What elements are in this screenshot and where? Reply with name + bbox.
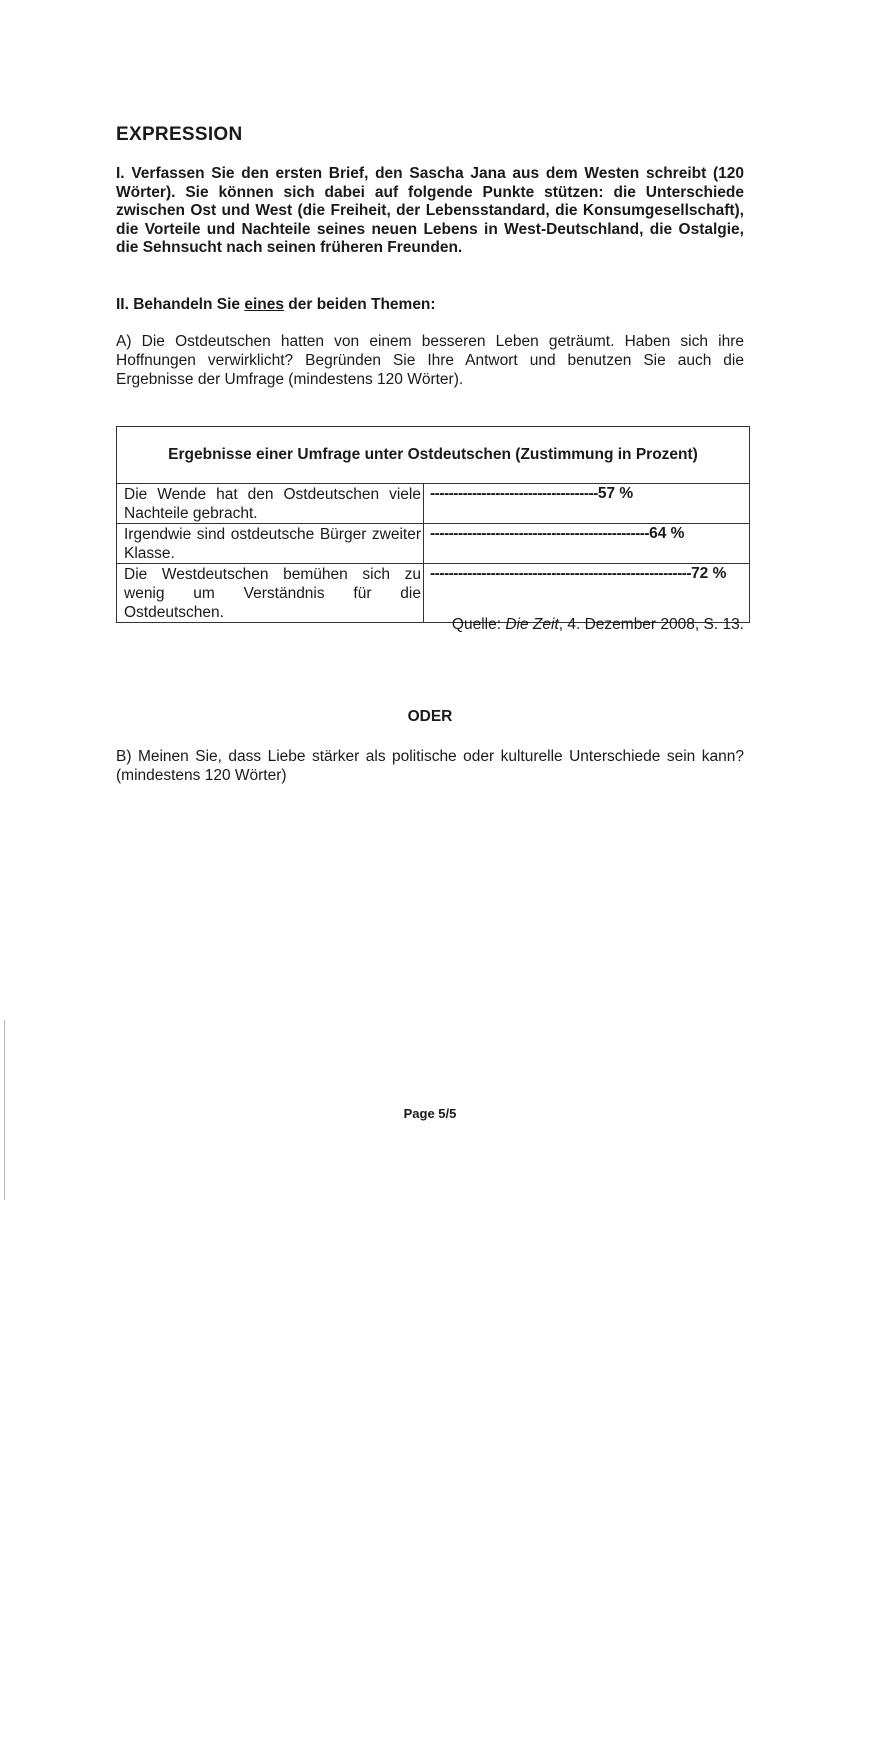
survey-value-cell [424,564,749,622]
survey-value-cell [424,484,749,523]
oder-divider: ODER [407,708,453,725]
table-row [117,564,749,622]
task-two-heading [116,296,436,314]
source-prefix: Quelle: [451,616,506,633]
option-a-text: A) Die Ostdeutschen hatten von einem besseren Leben geträumt. Haben sich ihre Hoffnungen verwirklicht? Begründen Sie Ihre Antwort und benutzen Sie auch die Ergebnisse der Umfrage (mindestens 120 Wörter). [116,333,744,388]
dash-leader: ------------------------------------ [430,485,598,502]
survey-value-cell [424,524,749,563]
dash-leader: ----------------------------------------------- [430,525,650,542]
dash-leader: -------------------------------------------------------- [430,565,692,582]
survey-statement: Die Westdeutschen bemühen sich zu wenig um Verständnis für die Ostdeutschen. [117,564,424,622]
survey-percentage: 57 % [597,485,634,502]
task-two-underlined-word: eines [244,296,284,313]
task-one-instructions: I. Verfassen Sie den ersten Brief, den Sascha Jana aus dem Westen schreibt (120 Wörter). Sie können sich dabei auf folgende Punkte stützen: die Unterschiede zwischen Ost und West (die Freiheit, der Lebensstandard, die Konsumgesellschaft), die Vorteile und Nachteile seines neuen Lebens in West-Deutschland, die Ostalgie, die Sehnsucht nach seinen früheren Freunden. [116,165,744,256]
source-citation [116,616,744,634]
option-b-text: B) Meinen Sie, dass Liebe stärker als politische oder kulturelle Unterschiede sein kann? (mindestens 120 Wörter) [116,748,744,784]
survey-table [116,426,750,623]
survey-statement: Die Wende hat den Ostdeutschen viele Nachteile gebracht. [117,484,424,523]
page-number: Page 5/5 [403,1106,457,1121]
source-publication: Die Zeit [505,616,559,633]
survey-percentage: 72 % [691,565,727,582]
source-suffix: , 4. Dezember 2008, S. 13. [558,616,744,633]
task-two-suffix: der beiden Themen: [283,296,436,313]
section-heading: EXPRESSION [116,124,243,145]
survey-table-title: Ergebnisse einer Umfrage unter Ostdeutschen (Zustimmung in Prozent) [117,427,749,484]
survey-percentage: 64 % [649,525,685,542]
survey-statement: Irgendwie sind ostdeutsche Bürger zweiter Klasse. [117,524,424,563]
table-row [117,484,749,524]
task-two-prefix: II. Behandeln Sie [116,296,245,313]
table-row [117,524,749,564]
